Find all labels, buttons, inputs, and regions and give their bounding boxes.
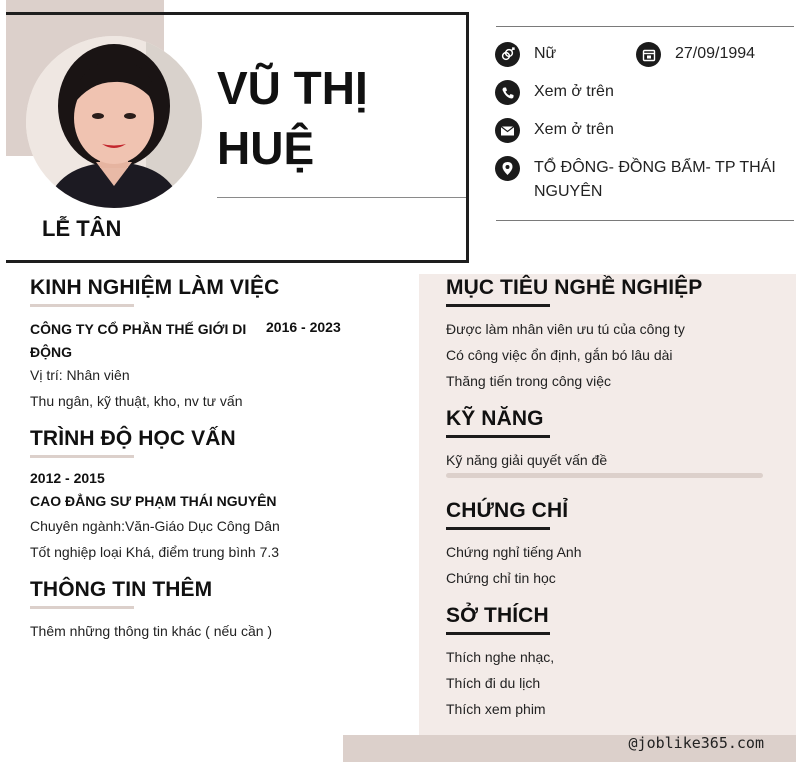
certificates-title: CHỨNG CHỈ [446, 499, 569, 522]
objective-underline [446, 304, 550, 307]
education-result: Tốt nghiệp loại Khá, điểm trung bình 7.3 [30, 544, 280, 560]
objective-item: Có công việc ổn định, gắn bó lâu dài [446, 347, 673, 363]
objective-title: MỤC TIÊU NGHỀ NGHIỆP [446, 276, 703, 299]
skills-underline [446, 435, 550, 438]
education-school: CAO ĐẲNG SƯ PHẠM THÁI NGUYÊN [30, 493, 277, 509]
skill-level-bar [446, 473, 763, 478]
skills-title: KỸ NĂNG [446, 407, 544, 430]
location-icon [495, 156, 520, 181]
contact-birthday [636, 42, 755, 67]
avatar-photo [26, 36, 202, 208]
company-line-1: CÔNG TY CỔ PHẦN THẾ GIỚI DI [30, 321, 247, 337]
education-major: Chuyên ngành:Văn-Giáo Dục Công Dân [30, 518, 280, 534]
certificates-underline [446, 527, 550, 530]
name-line-1: VŨ THỊ [217, 62, 368, 114]
calendar-icon [636, 42, 661, 67]
contact-address [495, 156, 776, 204]
hobby-item: Thích đi du lịch [446, 675, 541, 691]
contact-gender [495, 42, 556, 67]
avatar [26, 36, 202, 208]
certificate-item: Chứng nghỉ tiếng Anh [446, 544, 582, 560]
certificate-item: Chứng chỉ tin học [446, 570, 556, 586]
name-divider [217, 197, 466, 198]
more-info-text: Thêm những thông tin khác ( nếu cần ) [30, 623, 273, 639]
objective-item: Được làm nhân viên ưu tú của công ty [446, 321, 685, 337]
address-line-1: TỔ ĐÔNG- ĐỒNG BẨM- TP THÁI [534, 159, 776, 176]
gender-value: Nữ [534, 45, 557, 62]
more-info-title: THÔNG TIN THÊM [30, 578, 213, 601]
hobby-item: Thích xem phim [446, 701, 546, 717]
watermark: @joblike365.com [628, 734, 764, 752]
contact-phone [495, 80, 614, 105]
address-line-2: NGUYÊN [534, 183, 603, 200]
experience-duties: Thu ngân, kỹ thuật, kho, nv tư vấn [30, 393, 243, 409]
experience-underline [30, 304, 134, 307]
hobbies-title: SỞ THÍCH [446, 604, 549, 627]
candidate-name [217, 58, 457, 178]
contact-email [495, 118, 614, 143]
phone-value: Xem ở trên [534, 83, 614, 100]
company-line-2: ĐỘNG [30, 344, 72, 360]
job-title: LỄ TÂN [42, 216, 122, 241]
birthday-value: 27/09/1994 [675, 45, 756, 62]
experience-period: 2016 - 2023 [266, 319, 341, 335]
experience-company [30, 318, 250, 364]
email-value: Xem ở trên [534, 121, 614, 138]
name-line-2: HUỆ [217, 122, 315, 174]
education-underline [30, 455, 134, 458]
objective-item: Thăng tiến trong công việc [446, 373, 611, 389]
hobby-item: Thích nghe nhạc, [446, 649, 555, 665]
contact-divider-bottom [496, 220, 794, 221]
experience-position: Vị trí: Nhân viên [30, 367, 130, 383]
contact-divider-top [496, 26, 794, 27]
education-title: TRÌNH ĐỘ HỌC VẤN [30, 427, 236, 450]
gender-icon [495, 42, 520, 67]
education-period: 2012 - 2015 [30, 470, 105, 486]
more-info-underline [30, 606, 134, 609]
phone-icon [495, 80, 520, 105]
address-value [534, 156, 776, 204]
email-icon [495, 118, 520, 143]
skill-item: Kỹ năng giải quyết vấn đề [446, 452, 608, 468]
experience-title: KINH NGHIỆM LÀM VIỆC [30, 276, 280, 299]
hobbies-underline [446, 632, 550, 635]
